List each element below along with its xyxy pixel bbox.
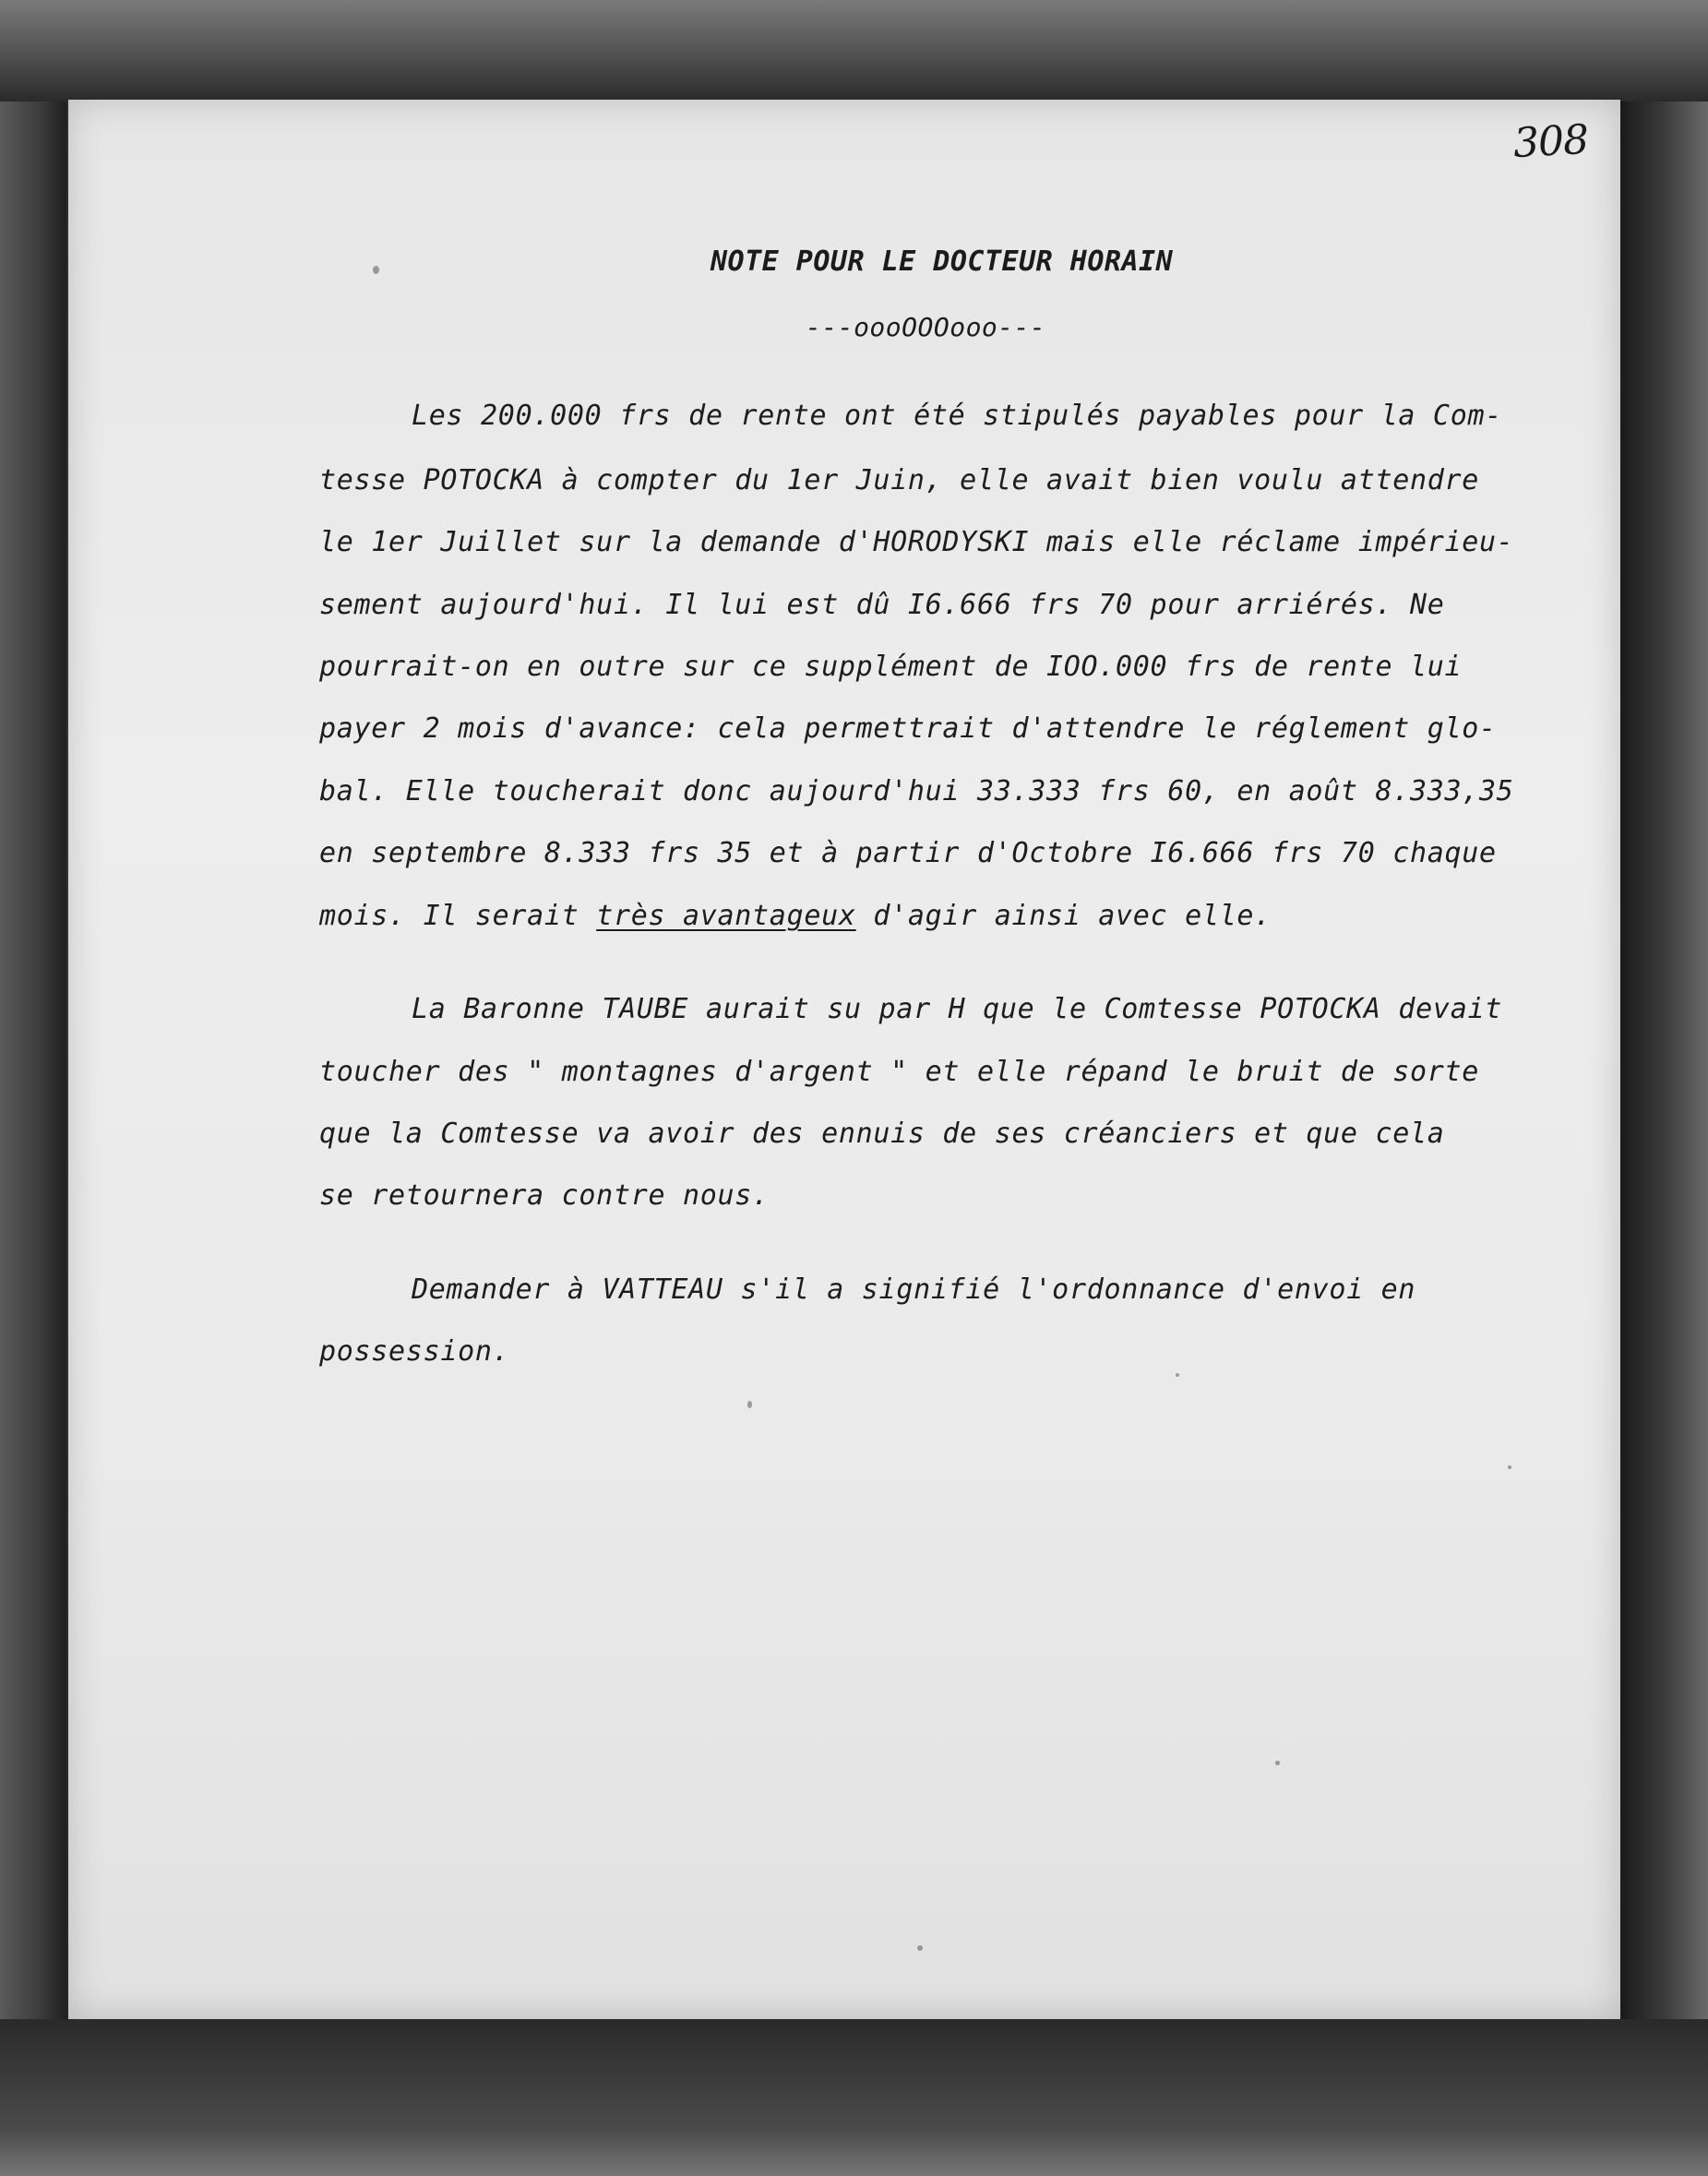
title-divider: ---oooOOOooo--- <box>806 312 1046 342</box>
paragraph-2-line-4: se retournera contre nous. <box>319 1179 770 1212</box>
paragraph-1-line-6: payer 2 mois d'avance: cela permettrait d'attendre le réglement glo- <box>319 712 1497 745</box>
paragraph-3-line-2: possession. <box>319 1335 510 1368</box>
paragraph-1-line-4: sement aujourd'hui. Il lui est dû I6.666 frs 70 pour arriérés. Ne <box>319 589 1445 621</box>
ink-speck <box>373 266 379 274</box>
ink-speck <box>1176 1373 1179 1377</box>
scan-top-edge <box>0 0 1708 102</box>
page-number: 308 <box>1511 115 1590 168</box>
ink-speck <box>1275 1761 1280 1765</box>
ink-speck <box>917 1945 923 1951</box>
paragraph-3-line-1: Demander à VATTEAU s'il a signifié l'ordonnance d'envoi en <box>412 1273 1416 1306</box>
paragraph-1-line-9-start: mois. Il serait <box>319 900 597 932</box>
paragraph-1-line-2: tesse POTOCKA à compter du 1er Juin, elle avait bien voulu attendre <box>319 464 1480 496</box>
paragraph-2-line-1: La Baronne TAUBE aurait su par H que le Comtesse POTOCKA devait <box>412 993 1502 1025</box>
paragraph-1-line-9-end: d'agir ainsi avec elle. <box>855 900 1272 932</box>
scan-left-edge <box>0 102 66 2176</box>
paragraph-1-line-1: Les 200.000 frs de rente ont été stipulés payables pour la Com- <box>412 400 1502 432</box>
paragraph-2-line-2: toucher des " montagnes d'argent " et elle répand le bruit de sorte <box>319 1056 1480 1088</box>
ink-speck <box>1508 1465 1511 1469</box>
emphasis-underlined-text: très avantageux <box>596 900 856 932</box>
document-title: NOTE POUR LE DOCTEUR HORAIN <box>711 245 1174 278</box>
scan-bottom-edge <box>0 2019 1708 2176</box>
paragraph-1-line-8: en septembre 8.333 frs 35 et à partir d'Octobre I6.666 frs 70 chaque <box>319 837 1497 869</box>
paragraph-1-line-3: le 1er Juillet sur la demande d'HORODYSKI mais elle réclame impérieu- <box>319 526 1514 558</box>
ink-speck <box>747 1401 752 1408</box>
paragraph-1-line-9 <box>319 900 1272 932</box>
paragraph-1-line-5: pourrait-on en outre sur ce supplément de IOO.000 frs de rente lui <box>319 651 1463 683</box>
paragraph-1-line-7: bal. Elle toucherait donc aujourd'hui 33.333 frs 60, en août 8.333,35 <box>319 775 1514 807</box>
paragraph-2-line-3: que la Comtesse va avoir des ennuis de ses créanciers et que cela <box>319 1118 1445 1150</box>
scan-right-edge <box>1620 102 1708 2176</box>
